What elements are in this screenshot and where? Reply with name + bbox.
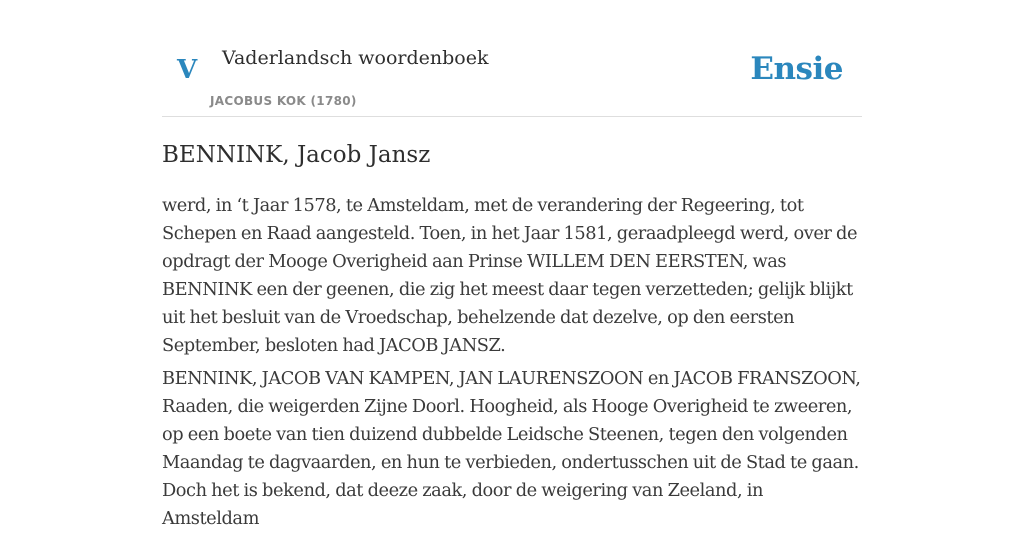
book-title[interactable]: Vaderlandsch woordenboek — [222, 47, 489, 69]
book-author: JACOBUS KOK (1780) — [210, 94, 357, 108]
entry-title: BENNINK, Jacob Jansz — [162, 142, 431, 168]
ensie-logo[interactable]: Ensie — [750, 51, 843, 87]
entry-body — [162, 192, 864, 538]
entry-paragraph: werd, in ‘t Jaar 1578, te Amsteldam, met de verandering der Regeering, tot Schepen en Raad aangesteld. Toen, in het Jaar 1581, geraadpleegd werd, over de opdragt der Mooge Overigheid aan Prinse WILLEM DEN EERSTEN, was BENNINK een der geenen, die zig het meest daar tegen verzetteden; gelijk blijkt uit het besluit van de Vroedschap, behelzende dat dezelve, op den eersten September, besloten had JACOB JANSZ. — [162, 195, 858, 356]
book-letter-icon[interactable]: V — [177, 55, 198, 85]
book-header — [162, 0, 862, 117]
entry-paragraph: BENNINK, JACOB VAN KAMPEN, JAN LAURENSZOON en JACOB FRANSZOON, Raaden, die weigerden Zijne Doorl. Hoogheid, als Hooge Overigheid te zweeren, op een boete van tien duizend dubbelde Leidsche Steenen, tegen den volgenden Maandag te dagvaarden, en hun te verbieden, ondertusschen uit de Stad te gaan. Doch het is bekend, dat deeze zaak, door de weigering van Zeeland, in Amsteldam — [162, 368, 861, 529]
